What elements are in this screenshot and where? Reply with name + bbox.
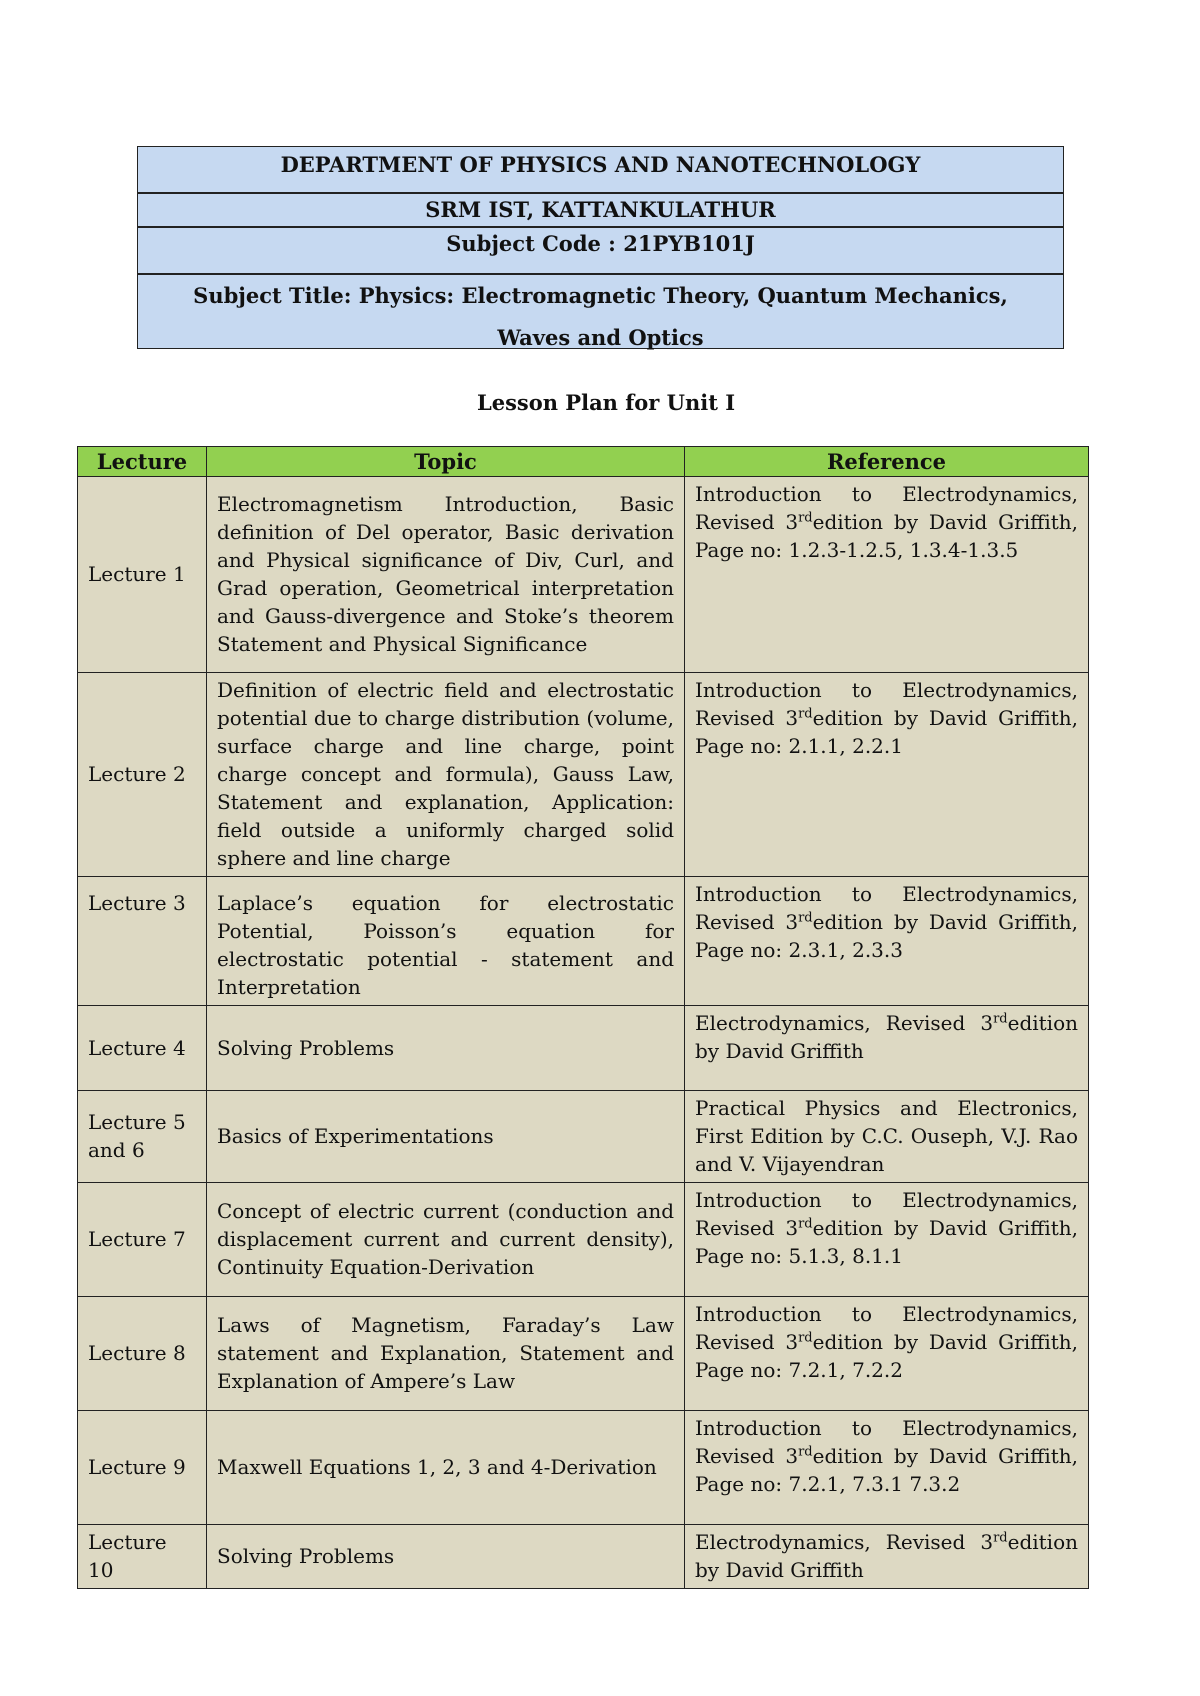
lecture-cell: Lecture 1 (78, 477, 207, 673)
topic-cell: Solving Problems (207, 1006, 685, 1091)
department-title: DEPARTMENT OF PHYSICS AND NANOTECHNOLOGY (137, 146, 1064, 193)
reference-superscript: rd (993, 1530, 1008, 1546)
reference-text: Practical Physics and Electronics, First Edition by C.C. Ouseph, V.J. Rao and V. Vijayendran (695, 1096, 1078, 1176)
reference-text-tail: edition by David Griffith, Page no: 1.2.3-1.2.5, 1.3.4-1.3.5 (695, 510, 1078, 562)
lecture-cell: Lecture 7 (78, 1183, 207, 1297)
lecture-cell: Lecture 9 (78, 1411, 207, 1525)
reference-cell (685, 1411, 1089, 1525)
reference-superscript: rd (798, 910, 813, 926)
reference-superscript: rd (798, 1444, 813, 1460)
topic-cell: Concept of electric current (conduction and displacement current and current density), Continuity Equation-Derivation (207, 1183, 685, 1297)
topic-cell: Maxwell Equations 1, 2, 3 and 4-Derivation (207, 1411, 685, 1525)
reference-superscript: rd (798, 510, 813, 526)
topic-cell: Laws of Magnetism, Faraday’s Law statement and Explanation, Statement and Explanation of Ampere’s Law (207, 1297, 685, 1411)
reference-text: Introduction to Electrodynamics, Revised 3 (695, 882, 1078, 934)
lecture-cell: Lecture 10 (78, 1525, 207, 1589)
reference-text: Introduction to Electrodynamics, Revised 3 (695, 1416, 1078, 1468)
reference-text: Introduction to Electrodynamics, Revised 3 (695, 482, 1078, 534)
reference-text-tail: edition by David Griffith, Page no: 2.1.1, 2.2.1 (695, 706, 1078, 758)
lesson-plan-title: Lesson Plan for Unit I (476, 390, 736, 415)
lesson-plan-table (77, 446, 1089, 1589)
column-header-topic: Topic (207, 447, 685, 477)
table-row (78, 877, 1089, 1006)
reference-text-tail: edition by David Griffith, Page no: 7.2.1, 7.2.2 (695, 1330, 1078, 1382)
table-row (78, 1091, 1089, 1183)
table-row (78, 477, 1089, 673)
reference-cell (685, 477, 1089, 673)
lecture-cell: Lecture 8 (78, 1297, 207, 1411)
reference-text: Introduction to Electrodynamics, Revised 3 (695, 678, 1078, 730)
reference-text: Electrodynamics, Revised 3 (695, 1011, 994, 1035)
lecture-cell: Lecture 3 (78, 877, 207, 1006)
lecture-cell: Lecture 5 and 6 (78, 1091, 207, 1183)
reference-superscript: rd (993, 1011, 1008, 1027)
reference-text: Electrodynamics, Revised 3 (695, 1530, 994, 1554)
reference-cell (685, 1006, 1089, 1091)
column-header-lecture: Lecture (78, 447, 207, 477)
reference-text-tail: edition by David Griffith, Page no: 7.2.1, 7.3.1 7.3.2 (695, 1444, 1078, 1496)
topic-cell: Definition of electric field and electrostatic potential due to charge distribution (volume, surface charge and line charge, point charge concept and formula), Gauss Law, Statement and explanation, Application: field outside a uniformly charged solid sphere and line charge (207, 673, 685, 877)
reference-text-tail: edition by David Griffith, Page no: 2.3.1, 2.3.3 (695, 910, 1078, 962)
reference-text: Introduction to Electrodynamics, Revised 3 (695, 1302, 1078, 1354)
reference-superscript: rd (798, 1216, 813, 1232)
table-header-row (78, 447, 1089, 477)
topic-cell: Solving Problems (207, 1525, 685, 1589)
table-row (78, 1183, 1089, 1297)
table-row (78, 1297, 1089, 1411)
table-row (78, 1006, 1089, 1091)
reference-cell (685, 1091, 1089, 1183)
table-row (78, 1525, 1089, 1589)
reference-text-tail: edition by David Griffith, Page no: 5.1.3, 8.1.1 (695, 1216, 1078, 1268)
lecture-cell: Lecture 4 (78, 1006, 207, 1091)
column-header-reference: Reference (685, 447, 1089, 477)
subject-title: Subject Title: Physics: Electromagnetic Theory, Quantum Mechanics, Waves and Optics (137, 274, 1064, 349)
reference-cell (685, 1183, 1089, 1297)
topic-cell: Basics of Experimentations (207, 1091, 685, 1183)
lecture-cell: Lecture 2 (78, 673, 207, 877)
table-row (78, 673, 1089, 877)
institution-name: SRM IST, KATTANKULATHUR (137, 193, 1064, 227)
reference-cell (685, 1297, 1089, 1411)
reference-superscript: rd (798, 1330, 813, 1346)
reference-cell (685, 877, 1089, 1006)
reference-text-tail: edition by David Griffith (695, 1530, 1078, 1582)
reference-cell (685, 673, 1089, 877)
reference-text-tail: edition by David Griffith (695, 1011, 1078, 1063)
topic-cell: Electromagnetism Introduction, Basic definition of Del operator, Basic derivation and Physical significance of Div, Curl, and Grad operation, Geometrical interpretation and Gauss-divergence and Stoke’s theorem Statement and Physical Significance (207, 477, 685, 673)
table-row (78, 1411, 1089, 1525)
topic-cell: Laplace’s equation for electrostatic Potential, Poisson’s equation for electrostatic potential - statement and Interpretation (207, 877, 685, 1006)
reference-text: Introduction to Electrodynamics, Revised 3 (695, 1188, 1078, 1240)
reference-superscript: rd (798, 706, 813, 722)
reference-cell (685, 1525, 1089, 1589)
subject-code: Subject Code : 21PYB101J (137, 227, 1064, 274)
